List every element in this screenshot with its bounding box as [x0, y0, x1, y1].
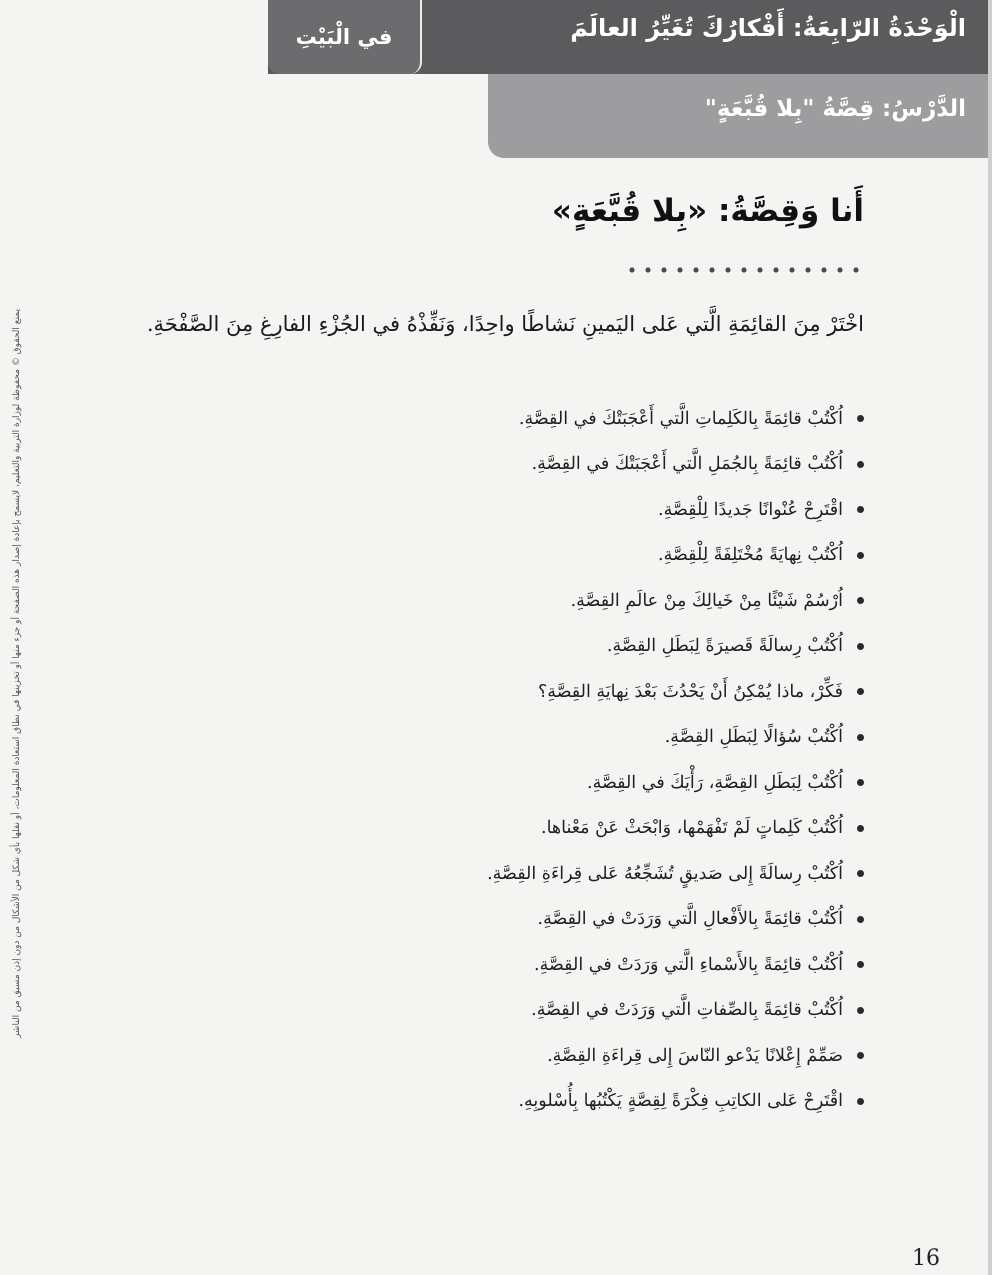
activity-text: اُكْتُبْ سُؤالًا لِبَطَلِ القِصَّةِ.: [664, 727, 843, 748]
activity-item-11: [264, 851, 864, 897]
bullet-icon: [857, 870, 864, 877]
activity-item-13: [264, 942, 864, 988]
activity-item-9: [264, 760, 864, 806]
dotted-divider: [624, 266, 864, 274]
activity-text: اُكْتُبْ رِسالَةً إِلى صَديقٍ تُشَجِّعُهُ عَلى قِراءَةِ القِصَّةِ.: [487, 863, 843, 884]
bullet-icon: [857, 506, 864, 513]
bullet-icon: [857, 552, 864, 559]
instruction-text: اخْتَرْ مِنَ القائِمَةِ الَّتي عَلى اليَمينِ نَشاطًا واحِدًا، وَنَفِّذْهُ في الجُزْءِ الفارِغِ مِنَ الصَّفْحَةِ.: [146, 312, 864, 336]
home-tab-label: في الْبَيْتِ: [268, 0, 422, 74]
bullet-icon: [857, 734, 864, 741]
bullet-icon: [857, 916, 864, 923]
activity-text: اُكْتُبْ لِبَطَلِ القِصَّةِ، رَأْيَكَ في القِصَّةِ.: [587, 772, 843, 793]
activity-item-5: [264, 578, 864, 624]
copyright-side-note: يمنع الحقوق © محفوظة لوزارة التربية والتعليم، لايسمح بإعادة إصدار هذه الصفحة أو جزء منها أو تخزينها في نطاق استعادة المعلومات، أو نقلها بأي شكل من الأشكال من دون إذن مسبق من الناشر: [12, 309, 22, 1039]
bullet-icon: [857, 1098, 864, 1105]
activity-text: اُكْتُبْ قائِمَةً بِالأَفْعالِ الَّتي وَرَدَتْ في القِصَّةِ.: [537, 909, 843, 930]
page-edge-shadow: [988, 0, 992, 1275]
activity-item-12: [264, 897, 864, 943]
bullet-icon: [857, 415, 864, 422]
bullet-icon: [857, 461, 864, 468]
activity-item-16: [264, 1079, 864, 1125]
bullet-icon: [857, 597, 864, 604]
activity-text: اُكْتُبْ كَلِماتٍ لَمْ تَفْهَمْها، وَابْحَثْ عَنْ مَعْناها.: [541, 818, 843, 839]
activity-text: اُكْتُبْ قائِمَةً بِالأَسْماءِ الَّتي وَرَدَتْ في القِصَّةِ.: [534, 954, 843, 975]
activity-item-4: [264, 533, 864, 579]
activity-text: فَكِّرْ، ماذا يُمْكِنُ أَنْ يَحْدُثَ بَعْدَ نِهايَةِ القِصَّةِ؟: [537, 681, 843, 702]
bullet-icon: [857, 1052, 864, 1059]
bullet-icon: [857, 643, 864, 650]
activity-item-6: [264, 624, 864, 670]
activity-item-15: [264, 1033, 864, 1079]
page-number: 16: [912, 1246, 940, 1271]
bullet-icon: [857, 1007, 864, 1014]
activity-text: اُكْتُبْ نِهايَةً مُخْتَلِفَةً لِلْقِصَّةِ.: [658, 545, 843, 566]
activity-item-14: [264, 988, 864, 1034]
activity-text: اقْتَرِحْ عُنْوانًا جَديدًا لِلْقِصَّةِ.: [658, 499, 843, 520]
activity-item-8: [264, 715, 864, 761]
unit-title: الْوَحْدَةُ الرّابِعَةُ: أَفْكارُكَ تُغَيِّرُ العالَمَ: [570, 14, 966, 42]
activity-text: اُكْتُبْ قائِمَةً بِالكَلِماتِ الَّتي أَعْجَبَتْكَ في القِصَّةِ.: [518, 408, 843, 429]
activity-text: اُرْسُمْ شَيْئًا مِنْ خَيالِكَ مِنْ عالَمِ القِصَّةِ.: [570, 590, 843, 611]
section-heading: أَنا وَقِصَّةُ: «بِلا قُبَّعَةٍ»: [551, 193, 864, 229]
activity-list: [264, 396, 864, 1124]
bullet-icon: [857, 688, 864, 695]
lesson-header-band: [488, 74, 992, 158]
activity-item-2: [264, 442, 864, 488]
activity-item-10: [264, 806, 864, 852]
activity-item-3: [264, 487, 864, 533]
activity-item-7: [264, 669, 864, 715]
activity-item-1: [264, 396, 864, 442]
bullet-icon: [857, 961, 864, 968]
activity-text: اُكْتُبْ رِسالَةً قَصيرَةً لِبَطَلِ القِصَّةِ.: [606, 636, 843, 657]
lesson-title: الدَّرْسُ: قِصَّةُ "بِلا قُبَّعَةٍ": [704, 96, 966, 122]
activity-text: اُكْتُبْ قائِمَةً بِالجُمَلِ الَّتي أَعْجَبَتْكَ في القِصَّةِ.: [531, 454, 843, 475]
activity-text: اُكْتُبْ قائِمَةً بِالصِّفاتِ الَّتي وَرَدَتْ في القِصَّةِ.: [531, 1000, 843, 1021]
bullet-icon: [857, 779, 864, 786]
activity-text: اقْتَرِحْ عَلى الكاتِبِ فِكْرَةً لِقِصَّةٍ يَكْتُبُها بِأُسْلوبِهِ.: [518, 1091, 843, 1112]
activity-text: صَمِّمْ إِعْلانًا يَدْعو النّاسَ إِلى قِراءَةِ القِصَّةِ.: [547, 1045, 843, 1066]
bullet-icon: [857, 825, 864, 832]
